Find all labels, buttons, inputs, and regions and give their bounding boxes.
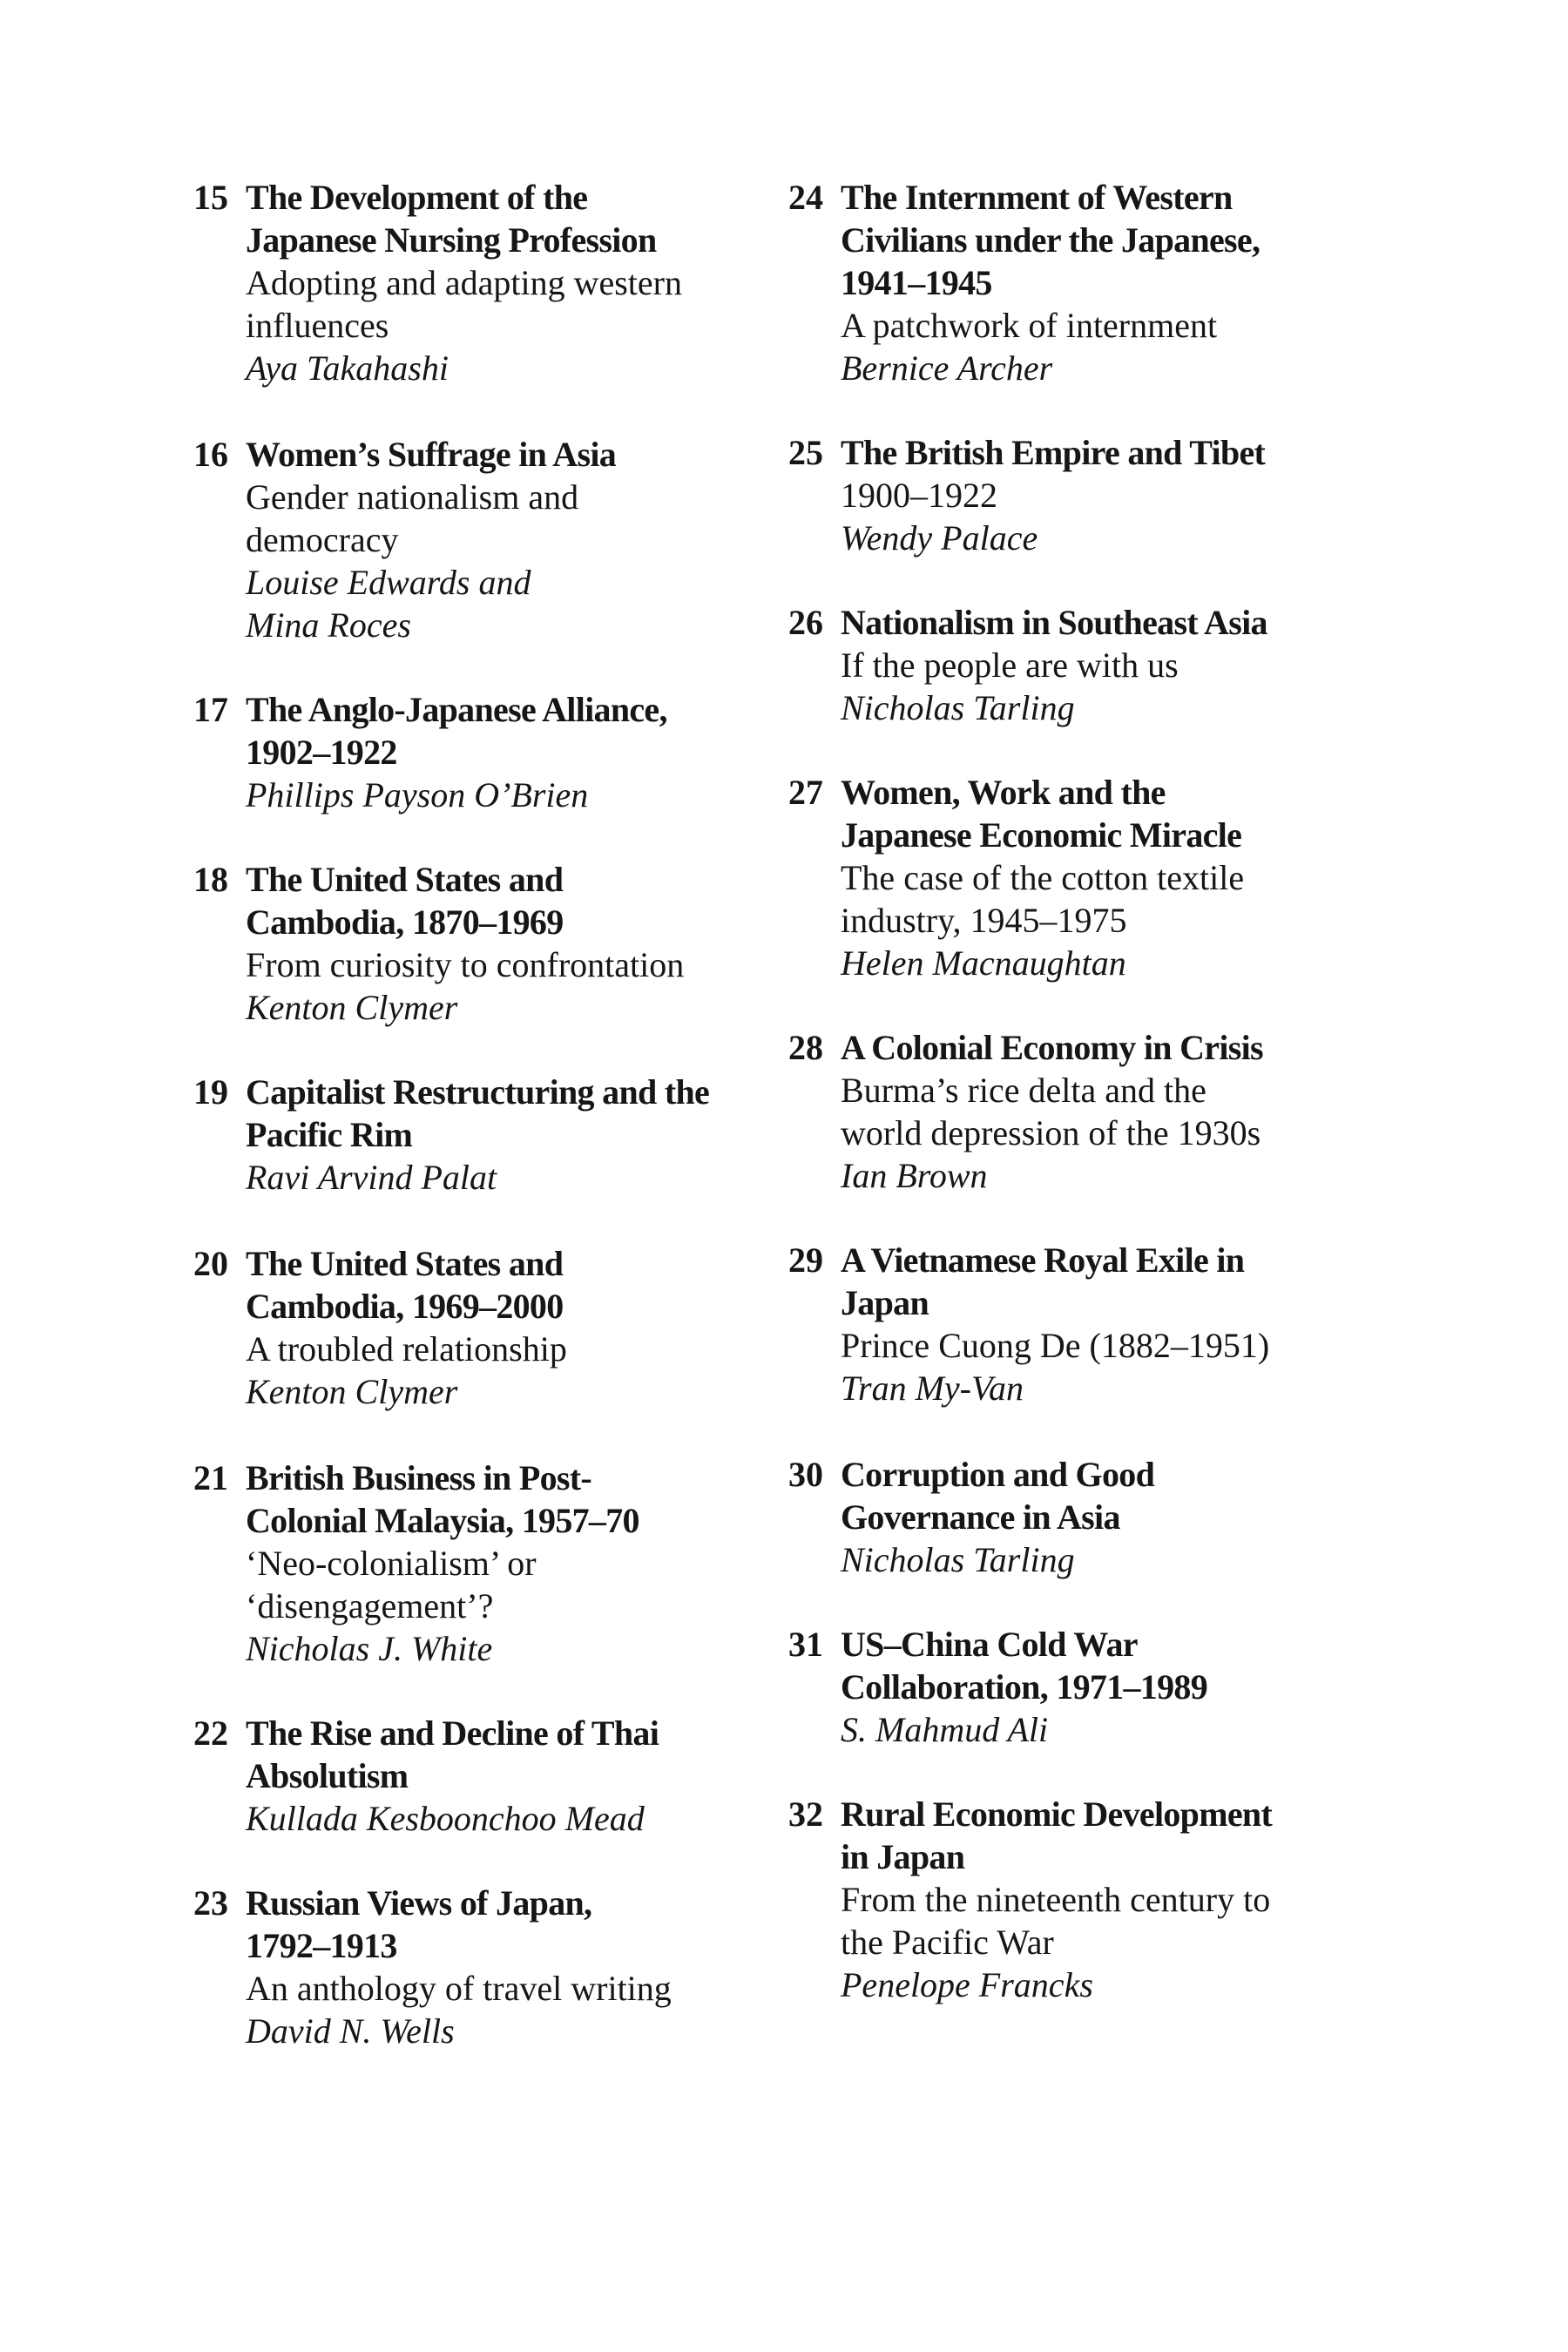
entry-subtitle: If the people are with us (841, 645, 1179, 685)
entry-subtitle: Burma’s rice delta and the (841, 1071, 1206, 1110)
entry-author: Phillips Payson O’Brien (246, 775, 589, 814)
series-entry (193, 1242, 768, 1413)
entry-author: Helen Macnaughtan (841, 943, 1126, 983)
entry-number: 18 (193, 860, 228, 899)
entry-number: 22 (193, 1713, 228, 1753)
entry-number: 16 (193, 435, 228, 474)
entry-subtitle: From curiosity to confrontation (246, 945, 685, 984)
entry-number: 26 (788, 603, 823, 642)
entry-author: Nicholas Tarling (841, 688, 1075, 727)
entry-title: The British Empire and Tibet (841, 433, 1266, 472)
series-entry (193, 858, 768, 1029)
entry-title: Nationalism in Southeast Asia (841, 603, 1267, 642)
entry-title: Absolutism (246, 1756, 409, 1795)
entry-number: 24 (788, 178, 823, 217)
entry-author: Mina Roces (246, 605, 411, 645)
entry-author: David N. Wells (246, 2011, 455, 2051)
entry-title: Japanese Economic Miracle (841, 815, 1242, 855)
entry-number: 27 (788, 773, 823, 812)
entry-number: 30 (788, 1455, 823, 1494)
series-entry (193, 1456, 768, 1670)
entry-number: 17 (193, 690, 228, 729)
entry-subtitle: democracy (246, 520, 399, 559)
right-column (788, 176, 1363, 2006)
entry-title: The United States and (246, 1244, 564, 1283)
series-entry (193, 1882, 768, 2052)
series-entry (788, 1239, 1363, 1409)
entry-subtitle: The case of the cotton textile (841, 858, 1245, 897)
entry-title: Corruption and Good (841, 1455, 1155, 1494)
entry-title: Pacific Rim (246, 1115, 413, 1154)
entry-number: 21 (193, 1458, 228, 1497)
entry-subtitle: the Pacific War (841, 1923, 1054, 1962)
entry-title: 1902–1922 (246, 733, 397, 772)
series-entry (193, 688, 768, 816)
entry-subtitle: ‘disengagement’? (246, 1586, 494, 1625)
entry-subtitle: Prince Cuong De (1882–1951) (841, 1326, 1270, 1365)
entry-subtitle: world depression of the 1930s (841, 1113, 1261, 1152)
entry-title: Cambodia, 1969–2000 (246, 1287, 564, 1326)
entry-author: Wendy Palace (841, 518, 1038, 558)
series-entry (788, 1453, 1363, 1581)
entry-title: Colonial Malaysia, 1957–70 (246, 1501, 639, 1540)
entry-title: 1792–1913 (246, 1926, 397, 1965)
entry-subtitle: ‘Neo-colonialism’ or (246, 1544, 537, 1583)
entry-title: The Internment of Western (841, 178, 1233, 217)
entry-title: Japanese Nursing Profession (246, 220, 657, 260)
left-column (193, 176, 768, 2052)
entry-number: 25 (788, 433, 823, 472)
entry-number: 15 (193, 178, 228, 217)
entry-author: Louise Edwards and (246, 563, 531, 602)
entry-title: The Anglo-Japanese Alliance, (246, 690, 667, 729)
entry-number: 19 (193, 1072, 228, 1112)
entry-author: Kullada Kesboonchoo Mead (246, 1799, 645, 1838)
entry-title: Governance in Asia (841, 1497, 1120, 1537)
entry-author: Kenton Clymer (246, 988, 458, 1027)
series-entry (788, 1793, 1363, 2006)
entry-title: Japan (841, 1283, 929, 1322)
series-entry (193, 176, 768, 389)
entry-title: 1941–1945 (841, 263, 992, 302)
series-entry (788, 1026, 1363, 1197)
entry-author: S. Mahmud Ali (841, 1710, 1049, 1749)
entry-title: A Vietnamese Royal Exile in (841, 1240, 1245, 1280)
entry-number: 20 (193, 1244, 228, 1283)
entry-author: Kenton Clymer (246, 1372, 458, 1411)
series-entry (193, 1712, 768, 1840)
entry-number: 28 (788, 1028, 823, 1067)
entry-author: Tran My-Van (841, 1369, 1024, 1408)
series-entry (788, 176, 1363, 389)
entry-title: The United States and (246, 860, 564, 899)
entry-subtitle: industry, 1945–1975 (841, 901, 1127, 940)
entry-title: Russian Views of Japan, (246, 1883, 592, 1923)
entry-number: 31 (788, 1625, 823, 1664)
entry-number: 23 (193, 1883, 228, 1923)
series-entry (788, 601, 1363, 729)
series-entry (193, 1071, 768, 1199)
entry-subtitle: From the nineteenth century to (841, 1880, 1271, 1919)
entry-title: in Japan (841, 1837, 965, 1876)
entry-title: Capitalist Restructuring and the (246, 1072, 710, 1112)
entry-title: Collaboration, 1971–1989 (841, 1667, 1207, 1707)
entry-title: US–China Cold War (841, 1625, 1138, 1664)
entry-author: Ian Brown (841, 1156, 988, 1195)
entry-title: British Business in Post- (246, 1458, 592, 1497)
entry-subtitle: An anthology of travel writing (246, 1969, 672, 2008)
entry-author: Bernice Archer (841, 348, 1053, 388)
entry-title: Women’s Suffrage in Asia (246, 435, 617, 474)
entry-subtitle: influences (246, 306, 389, 345)
entry-title: Civilians under the Japanese, (841, 220, 1260, 260)
entry-author: Aya Takahashi (246, 348, 449, 388)
series-entry (193, 433, 768, 646)
entry-title: The Rise and Decline of Thai (246, 1713, 659, 1753)
entry-subtitle: A troubled relationship (246, 1329, 567, 1369)
entry-author: Ravi Arvind Palat (246, 1158, 497, 1197)
entry-title: Cambodia, 1870–1969 (246, 902, 564, 942)
entry-author: Nicholas J. White (246, 1629, 493, 1668)
entry-number: 29 (788, 1240, 823, 1280)
entry-author: Penelope Francks (841, 1965, 1093, 2004)
entry-subtitle: 1900–1922 (841, 476, 997, 515)
entry-author: Nicholas Tarling (841, 1540, 1075, 1579)
series-entry (788, 431, 1363, 559)
entry-subtitle: Adopting and adapting western (246, 263, 682, 302)
entry-title: A Colonial Economy in Crisis (841, 1028, 1263, 1067)
series-entry (788, 771, 1363, 984)
entry-subtitle: A patchwork of internment (841, 306, 1218, 345)
entry-title: Rural Economic Development (841, 1794, 1273, 1834)
entry-number: 32 (788, 1794, 823, 1834)
series-entry (788, 1623, 1363, 1751)
entry-title: The Development of the (246, 178, 588, 217)
entry-subtitle: Gender nationalism and (246, 477, 579, 517)
entry-title: Women, Work and the (841, 773, 1166, 812)
